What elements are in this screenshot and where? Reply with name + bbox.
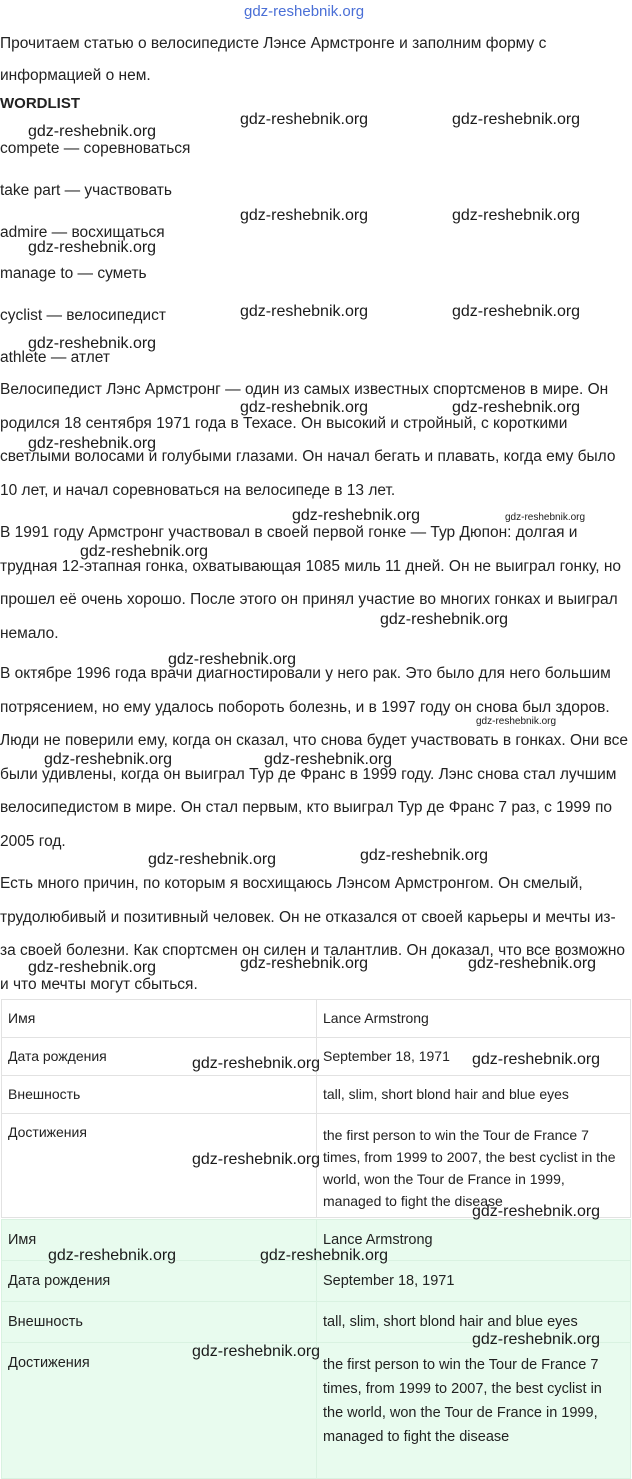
- story-paragraph-4: Есть много причин, по которым я восхищаюсь Лэнсом Армстронгом. Он смелый, трудолюбивый и позитивный человек. Он не отказался от своей карьеры и мечты из-за своей болезни. Как спортсмен он силен и талантлив. Он доказал, что все возможно и что мечты могут сбыться.: [0, 875, 626, 993]
- wordlist-item: take part — участвовать: [0, 182, 172, 199]
- table-label: Достижения: [2, 1343, 317, 1479]
- watermark-text: gdz-reshebnik.org: [240, 111, 369, 128]
- table-label: Имя: [2, 1000, 317, 1038]
- watermark-text: gdz-reshebnik.org: [472, 1203, 601, 1220]
- table-label: Дата рождения: [2, 1261, 317, 1302]
- table-label: Имя: [2, 1220, 317, 1261]
- story-paragraph-3: В октябре 1996 года врачи диагностировали у него рак. Это было для него большим потрясением, но ему удалось побороть болезнь, и в 1997 году он снова был здоров. Люди не поверили ему, когда он сказал, что снова будет участвовать в гонках. Они все были удивлены, когда он выиграл Тур де Франс в 1999 году. Лэнс снова стал лучшим велосипедистом в мире. Он стал первым, кто выиграл Тур де Франс 7 раз, с 1999 по 2005 год.: [0, 665, 629, 850]
- table-label: Достижения: [2, 1114, 317, 1218]
- watermark-text: gdz-reshebnik.org: [264, 751, 393, 768]
- info-table: [1, 999, 631, 1218]
- watermark-text: gdz-reshebnik.org: [240, 303, 369, 320]
- watermark-text: gdz-reshebnik.org: [452, 399, 581, 416]
- table-value: the first person to win the Tour de France 7 times, from 1999 to 2007, the best cyclist in the world, won the Tour de France in 1999, managed to fight the disease: [317, 1114, 631, 1218]
- watermark-text: gdz-reshebnik.org: [80, 543, 209, 560]
- table-value: September 18, 1971: [317, 1038, 631, 1076]
- watermark-text: gdz-reshebnik.org: [240, 207, 369, 224]
- watermark-text: gdz-reshebnik.org: [472, 1331, 601, 1348]
- watermark-text: gdz-reshebnik.org: [168, 651, 297, 668]
- watermark-text: gdz-reshebnik.org: [28, 123, 157, 140]
- wordlist-item: athlete — атлет: [0, 349, 110, 366]
- watermark-text: gdz-reshebnik.org: [192, 1343, 321, 1360]
- table-value: Lance Armstrong: [317, 1000, 631, 1038]
- story-paragraph-1: Велосипедист Лэнс Армстронг — один из самых известных спортсменов в мире. Он родился 18 сентября 1971 года в Техасе. Он высокий и стройный, с короткими светлыми волосами и голубыми глазами. Он начал бегать и плавать, когда ему было 10 лет, и начал соревноваться на велосипеде в 13 лет.: [0, 381, 616, 499]
- watermark-text: gdz-reshebnik.org: [292, 507, 421, 524]
- watermark-text: gdz-reshebnik.org: [28, 239, 157, 256]
- watermark-text: gdz-reshebnik.org: [452, 207, 581, 224]
- table-value: September 18, 1971: [317, 1261, 631, 1302]
- watermark-text: gdz-reshebnik.org: [28, 435, 157, 452]
- watermark-text: gdz-reshebnik.org: [260, 1247, 389, 1264]
- watermark-text: gdz-reshebnik.org: [28, 335, 157, 352]
- table-label: Дата рождения: [2, 1038, 317, 1076]
- watermark-text: gdz-reshebnik.org: [240, 399, 369, 416]
- wordlist-item: manage to — суметь: [0, 265, 147, 282]
- watermark-text: gdz-reshebnik.org: [476, 716, 557, 727]
- watermark-text: gdz-reshebnik.org: [192, 1055, 321, 1072]
- intro-text: Прочитаем статью о велосипедисте Лэнсе Армстронге и заполним форму с информацией о нем.: [0, 35, 547, 84]
- watermark-text: gdz-reshebnik.org: [472, 1051, 601, 1068]
- wordlist-item: compete — соревноваться: [0, 140, 191, 157]
- story-paragraph-2: В 1991 году Армстронг участвовал в своей первой гонке — Тур Дюпон: долгая и трудная 12-этапная гонка, охватывающая 1085 миль 11 дней. Он не выиграл гонку, но прошел её очень хорошо. После этого он принял участие во многих гонках и выиграл немало.: [0, 524, 622, 642]
- watermark-text: gdz-reshebnik.org: [192, 1151, 321, 1168]
- watermark-text: gdz-reshebnik.org: [380, 611, 509, 628]
- watermark-text: gdz-reshebnik.org: [240, 955, 369, 972]
- table-value: Lance Armstrong: [317, 1220, 631, 1261]
- watermark-text: gdz-reshebnik.org: [44, 751, 173, 768]
- table-value: the first person to win the Tour de France 7 times, from 1999 to 2007, the best cyclist in the world, won the Tour de France in 1999, managed to fight the disease: [317, 1343, 631, 1479]
- watermark-text: gdz-reshebnik.org: [148, 851, 277, 868]
- wordlist-item: admire — восхищаться: [0, 224, 165, 241]
- watermark-text: gdz-reshebnik.org: [452, 303, 581, 320]
- wordlist-title: WORDLIST: [0, 95, 80, 112]
- table-label: Внешность: [2, 1302, 317, 1343]
- watermark-text: gdz-reshebnik.org: [360, 847, 489, 864]
- watermark-text: gdz-reshebnik.org: [452, 111, 581, 128]
- table-value: tall, slim, short blond hair and blue eyes: [317, 1302, 631, 1343]
- watermark-text: gdz-reshebnik.org: [244, 3, 365, 20]
- watermark-text: gdz-reshebnik.org: [48, 1247, 177, 1264]
- watermark-text: gdz-reshebnik.org: [505, 512, 586, 523]
- table-label: Внешность: [2, 1076, 317, 1114]
- watermark-text: gdz-reshebnik.org: [468, 955, 597, 972]
- table-value: tall, slim, short blond hair and blue eyes: [317, 1076, 631, 1114]
- wordlist-item: cyclist — велосипедист: [0, 307, 166, 324]
- watermark-text: gdz-reshebnik.org: [28, 959, 157, 976]
